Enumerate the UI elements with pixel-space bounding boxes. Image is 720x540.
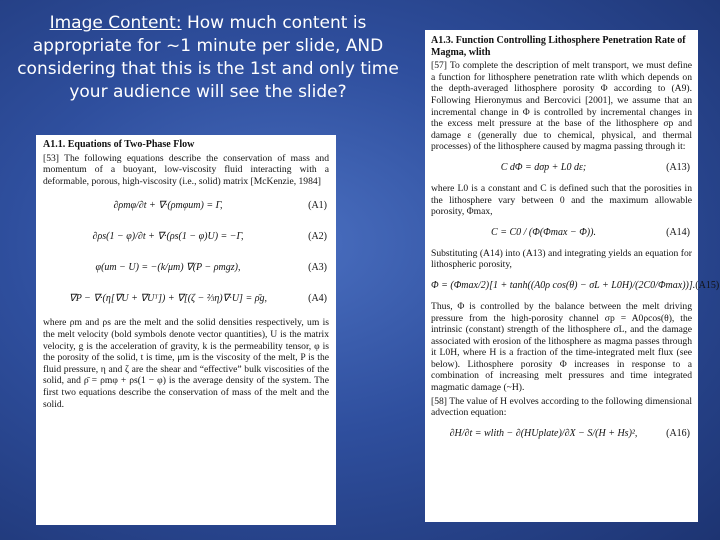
equation-a13 — [431, 158, 690, 178]
equation-a14-number: (A14) — [666, 226, 690, 238]
equation-a1-expression: ∂ρmφ/∂t + ∇·(ρmφum) = Γ, — [113, 199, 223, 211]
equation-a16 — [431, 424, 690, 444]
right-paragraph-advection: [58] The value of H evolves according to the following dimensional advection equation: — [431, 395, 692, 419]
equation-a2-number: (A2) — [308, 230, 327, 242]
equation-a3-expression: φ(um − U) = −(k/μm) ∇(P − ρmgz), — [95, 261, 241, 273]
equation-a14-expression: C = C0 / (Φ(Φmax − Φ)). — [491, 226, 596, 238]
equation-a16-expression: ∂H/∂t = wlith − ∂(HUplate)/∂X − S/(H + Hs)², — [449, 428, 638, 440]
equation-a13-expression: C dΦ = dσp + L0 dε; — [500, 162, 587, 174]
equation-a4-expression: ∇P − ∇·(η[∇U + ∇Uᵀ]) + ∇[(ζ − ⅔η)∇·U] = ρ̄g, — [69, 292, 267, 304]
equation-a2-expression: ∂ρs(1 − φ)/∂t + ∇·(ρs(1 − φ)U) = −Γ, — [92, 230, 244, 242]
left-paper-excerpt — [36, 135, 336, 525]
equation-a3-number: (A3) — [308, 261, 327, 273]
equation-a4-number: (A4) — [308, 292, 327, 304]
right-paragraph-intro: [57] To complete the description of melt transport, we must define a function for lithosphere penetration rate wlith which depends on the depth-averaged lithosphere porosity Φ according to (A9). Following Hieronymus and Bercovici [2001], we assume that an incremental change in Φ is controlled by incremental changes in the excess melt pressure at the base of the lithosphere σp and damage ε (generally due to chemical, physical, and thermal processes) of the lithosphere caused by magma passing through it: — [431, 60, 692, 153]
slide-title-prefix: Image Content: — [49, 13, 182, 33]
equation-a3 — [43, 255, 327, 279]
equation-a15-expression: Φ = (Φmax/2)[1 + tanh((A0ρ cos(θ) − σL + L0H)/(2C0/Φmax))]. — [431, 280, 696, 292]
right-paper-excerpt — [425, 30, 720, 522]
left-paragraph-definitions: where ρm and ρs are the melt and the solid densities respectively, um is the melt velocity (bold symbols denote vector quantities), U is the matrix velocity, g is the acceleration of gravity, k is the permeability tensor, φ is the porosity of the solid, t is time, μm is the viscosity of the melt, P is the fluid pressure, η and ζ are the shear and “effective” bulk viscosities of the solid, and ρ̄ = ρmφ + ρs(1 − φ) is the average density of the system. The first two equations describe the conservation of mass of the melt and the solid. — [43, 317, 329, 410]
equation-a1 — [43, 193, 327, 217]
left-section-heading: A1.1. Equations of Two-Phase Flow — [43, 139, 195, 150]
right-paragraph-porosity: where L0 is a constant and C is defined such that the porosities in the lithosphere vary between 0 and the maximum allowable porosity, Φmax, — [431, 182, 692, 218]
slide-title-rest: How much content is appropriate for ~1 minute per slide, AND considering that this is the 1st and only time your audience will see the slide? — [17, 13, 399, 102]
equation-a4 — [43, 286, 327, 310]
equation-a15-number: (A15) — [695, 280, 720, 292]
equation-a14 — [431, 223, 690, 243]
right-paragraph-balance: Thus, Φ is controlled by the balance between the melt driving pressure from the high-porosity channel σp = A0ρcos(θ), the intrinsic (constant) strength of the lithosphere σL, and the damage associated with erosion of the lithosphere as magma passes through it L0H, where H is a fraction of the time-integrated melt flux (see below). Lithosphere porosity Φ increases in response to a combination of increasing melt pressures and time integrated magmatic damage (~H). — [431, 300, 692, 394]
slide-title — [6, 12, 410, 104]
equation-a16-number: (A16) — [666, 428, 690, 440]
equation-a13-number: (A13) — [666, 162, 690, 174]
equation-a2 — [43, 224, 327, 248]
right-paragraph-substituting: Substituting (A14) into (A13) and integrating yields an equation for lithospheric porosity, — [431, 247, 692, 271]
equation-a15 — [431, 276, 720, 296]
left-paragraph-intro: [53] The following equations describe the conservation of mass and momentum of a buoyant, low-viscosity fluid interacting with a deformable, porous, high-viscosity (i.e., solid) matrix [McKenzie, 1984] — [43, 152, 329, 187]
equation-a1-number: (A1) — [308, 199, 327, 211]
right-section-heading: A1.3. Function Controlling Lithosphere Penetration Rate of Magma, wlith — [431, 35, 686, 58]
